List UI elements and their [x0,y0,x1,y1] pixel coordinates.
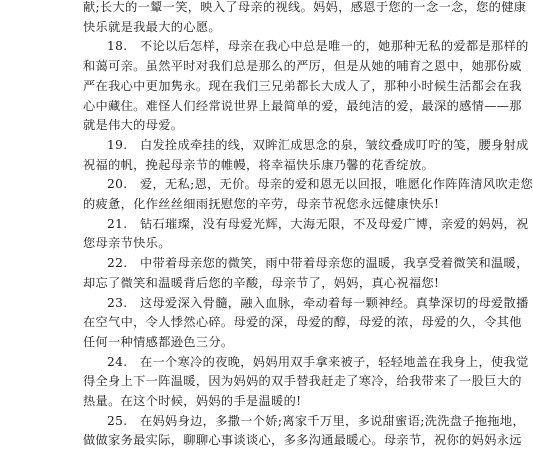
text-line: 23. 这母爱深入骨髓，融入血脉，牵动着每一颗神经。真挚深切的母爱散播 [107,295,529,310]
text-line: 热量。在这个时候，妈妈的手是温暖的! [83,394,302,408]
text-line: 22. 中带着母亲您的微笑，雨中带着母亲您的温暖，我享受着微笑和温暖， [107,256,529,271]
text-line: 心中藏住。难怪人们经常说世界上最简单的爱，最纯洁的爱，最深的感情——那 [83,98,522,113]
text-line: 得全身上下一阵温暖，因为妈妈的双手替我赶走了寒冷，给我带来了一股巨大的 [83,374,522,389]
text-line: 在空气中，令人悸然心碎。母爱的深，母爱的醇，母爱的浓，母爱的久，令其他 [83,315,522,330]
text-line: 献;长大的一颦一笑，映入了母亲的视线。妈妈，感恩于您的一念一念，您的健康 [83,0,527,14]
text-line: 20. 爱，无私;恩，无价。母亲的爱和恩无以回报，唯愿化作阵阵清风吹走您 [107,177,533,192]
text-line: 的疲惫，化作丝丝细雨抚慰您的辛劳，母亲节祝您永远健康快乐! [83,197,440,211]
text-line: 快乐就是我最大的心愿。 [83,19,221,34]
text-line: 严在我心中更加隽永。现在我们三兄弟都长大成人了，那种小时候生活都会在我 [83,78,522,93]
text-line: 就是伟大的母爱。 [83,118,184,133]
text-line: 21. 钻石璀璨，没有母爱光辉，大海无限，不及母爱广博，亲爱的妈妈，祝 [107,216,529,231]
text-line: 和蔼可亲。虽然平时对我们总是那么的严厉，但是从她的哺育之恩中，她那份威 [83,59,522,74]
text-line: 您母亲节快乐。 [83,236,171,251]
text-line: 任何一种情感都逊色三分。 [83,334,234,349]
text-line: 做做家务最实际，聊聊心事谈谈心，多多沟通最暖心。母亲节，祝你的妈妈永远 [83,433,522,448]
text-line: 25. 在妈妈身边，多撒一个娇;离家千万里，多说甜蜜语;洗洗盘子拖拖地， [107,413,526,428]
text-line: 19. 白发拴成牵挂的线，双眸汇成思念的泉，皱纹叠成叮咛的笺，腰身射成 [107,137,529,152]
text-line: 却忘了微笑和温暖背后您的辛酸，母亲节了，妈妈，真心祝福您! [83,275,440,290]
text-line: 祝福的帆，挽起母亲节的帷幔，将幸福快乐康乃馨的花香绽放。 [83,157,435,172]
text-line: 24. 在一个寒冷的夜晚，妈妈用双手拿来被子，轻轻地盖在我身上，使我觉 [107,354,529,369]
text-line: 18. 不论以后怎样，母亲在我心中总是唯一的，她那种无私的爱都是那样的 [107,39,529,54]
